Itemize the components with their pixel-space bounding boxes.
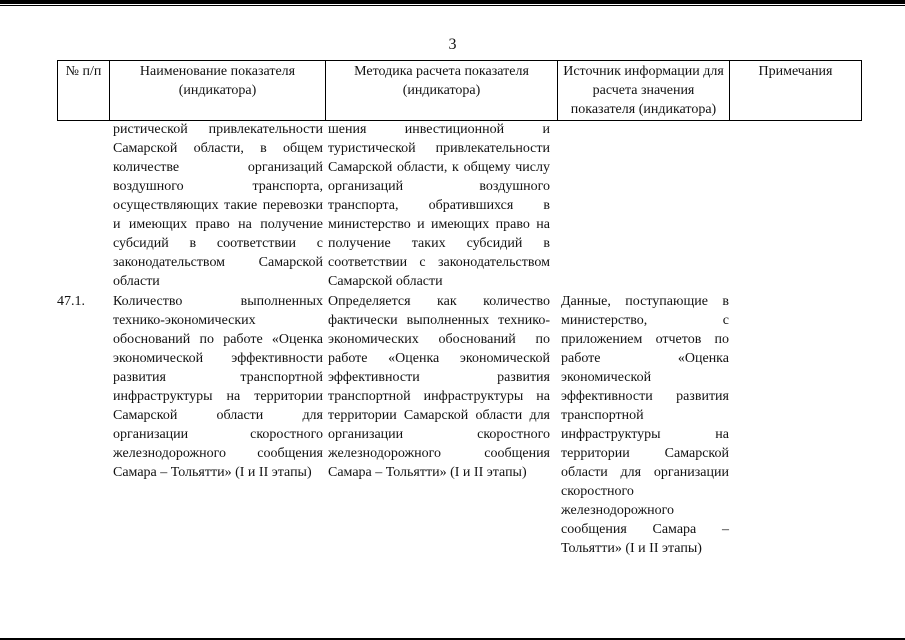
top-border: [0, 0, 905, 4]
row-method: шения инвестиционной и туристической привлекательности Самарской области, к общему числу организаций воздушного транспорта, обратившихся в министерство и имеющих право на получение таких субсидий в соответствии с законодательством Самарской области: [328, 122, 550, 289]
page-number: 3: [448, 36, 457, 53]
header-notes: Примечания: [730, 61, 862, 121]
row-source: Данные, поступающие в министерство, с приложением отчетов по работе «Оценка экономической эффективности развития транспортной инфраструктуры на территории Самарской области для организации скоростного железнодорожного сообщения Самара – Тольятти» (I и II этапы): [561, 294, 729, 556]
header-row: [58, 61, 862, 121]
header-source: Источник информации для расчета значения показателя (индикатора): [558, 61, 730, 121]
row-name: ристической привлекательности Самарской области, в общем количестве организаций воздушного транспорта, осуществляющих такие перевозки и имеющих право на получение субсидий в соответствии с законодательством Самарской области: [113, 122, 323, 289]
header-num: № п/п: [58, 61, 110, 121]
row-name: Количество выполненных технико-экономических обоснований по работе «Оценка экономической эффективности развития транспортной инфраструктуры на территории Самарской области для организации скоростного железнодорожного сообщения Самара – Тольятти» (I и II этапы): [113, 294, 323, 480]
top-border-thin: [0, 5, 905, 6]
header-method: Методика расчета показателя (индикатора): [326, 61, 558, 121]
indicator-table-header: [57, 60, 862, 121]
row-num: 47.1.: [57, 294, 85, 309]
row-method: Определяется как количество фактически выполненных технико-экономических обоснований по работе «Оценка экономической эффективности развития транспортной инфраструктуры на территории Самарской области для организации скоростного железнодорожного сообщения Самара – Тольятти» (I и II этапы): [328, 294, 550, 480]
header-name: Наименование показателя (индикатора): [110, 61, 326, 121]
